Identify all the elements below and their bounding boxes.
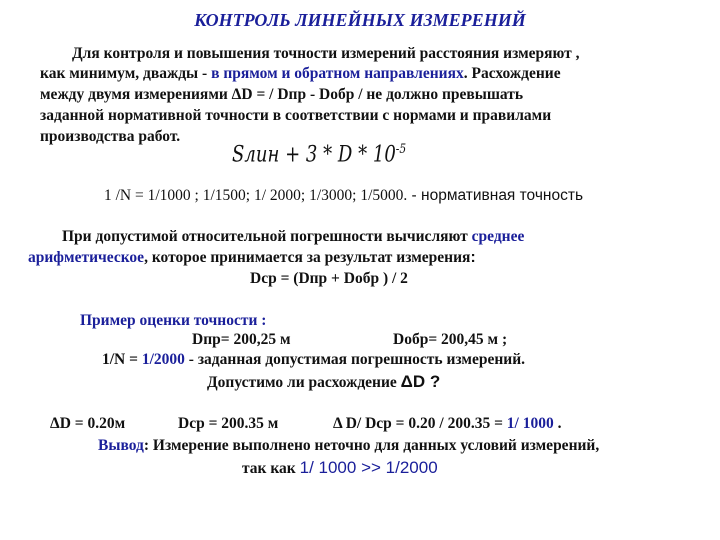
direction-highlight: в прямом и обратном направлениях [211, 65, 464, 82]
so-that-text: так как [242, 460, 300, 477]
ratio-line [104, 186, 583, 206]
mean-text-2: , которое принимается за результат измерения [144, 249, 471, 266]
relative-dot: . [553, 415, 562, 432]
mean-colon: : [470, 249, 476, 266]
page-title: КОНТРОЛЬ ЛИНЕЙНЫХ ИЗМЕРЕНИЙ [194, 10, 526, 30]
conclusion-label: Вывод [98, 437, 144, 454]
ratio-description: - заданная допустимая погрешность измерений. [184, 351, 526, 368]
ratio-label: - нормативная точность [407, 187, 584, 204]
question-symbol: ΔD ? [400, 372, 441, 391]
example-dpr: Dпр= 200,25 м [192, 331, 291, 348]
conclusion-compare-line [242, 458, 438, 479]
intro-line-3: между двумя измерениями ΔD = / Dпр - Dобр / не должно превышать [40, 86, 524, 103]
conclusion-text: : Измерение выполнено неточно для данных условий измерений, [143, 437, 600, 454]
handwritten-formula [232, 135, 406, 170]
conclusion-line [98, 436, 599, 456]
intro-line-5: производства работ. [40, 128, 181, 145]
ratio-prefix: 1/N = [102, 351, 142, 368]
calc-dcp: Dср = 200.35 м [178, 415, 279, 432]
mean-line-2 [28, 248, 476, 268]
relative-text: Δ D/ Dср = 0.20 / 200.35 = [333, 415, 507, 432]
intro-line-2 [40, 64, 561, 84]
example-question [207, 372, 440, 393]
mean-formula: Dср = (Dпр + Dобр ) / 2 [250, 270, 408, 287]
example-dobr: Dобр= 200,45 м ; [393, 331, 508, 348]
formula-text: Sлин + 3 * D * 10 [232, 142, 396, 168]
mean-text: При допустимой относительной погрешности вычисляют [62, 228, 472, 245]
intro-line-4: заданной нормативной точности в соответствии с нормами и правилами [40, 107, 552, 124]
compare-highlight: 1/ 1000 >> 1/2000 [299, 458, 438, 477]
question-text: Допустимо ли расхождение [207, 374, 401, 391]
intro-text-tail: . Расхождение [463, 65, 561, 82]
example-ratio [102, 350, 525, 370]
mean-highlight: среднее [471, 228, 525, 245]
example-heading: Пример оценки точности : [80, 312, 267, 329]
calc-dd: ΔD = 0.20м [50, 415, 126, 432]
ratio-values: 1 /N = 1/1000 ; 1/1500; 1/ 2000; 1/3000; 1/5000. [104, 187, 408, 204]
intro-line-1: Для контроля и повышения точности измерений расстояния измеряют , [72, 45, 580, 62]
intro-text: как минимум, дважды - [40, 65, 212, 82]
mean-line-1 [62, 227, 524, 247]
arithmetic-highlight: арифметическое [28, 249, 145, 266]
relative-result: 1/ 1000 [506, 415, 554, 432]
calc-relative [333, 414, 561, 434]
ratio-highlight: 1/2000 [141, 351, 185, 368]
formula-exponent: -5 [395, 142, 407, 157]
